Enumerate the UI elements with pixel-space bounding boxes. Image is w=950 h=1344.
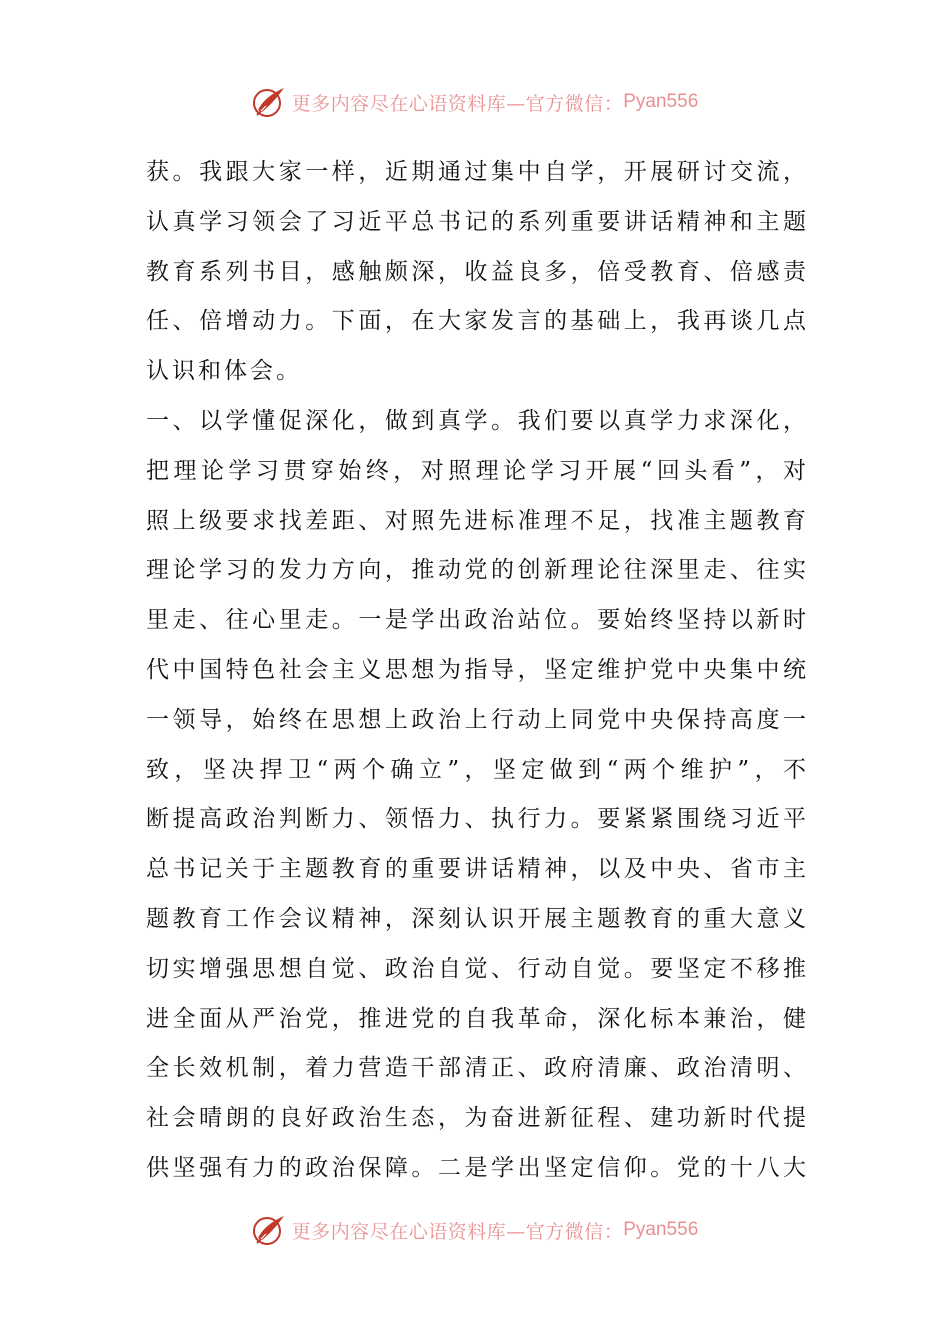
body-line: 断提高政治判断力、领悟力、执行力。要紧紧围绕习近平 [146, 806, 806, 833]
watermark-contact: Pyan556 [623, 1219, 699, 1240]
body-line: 教育系列书目，感触颇深，收益良多，倍受教育、倍感责 [146, 258, 806, 285]
watermark-contact: Pyan556 [623, 91, 699, 112]
body-line: 全长效机制，着力营造干部清正、政府清廉、政治清明、 [146, 1055, 806, 1082]
quill-logo-icon [252, 84, 288, 120]
watermark-banner-top [0, 82, 950, 122]
body-line: 任、倍增动力。下面，在大家发言的基础上，我再谈几点 [146, 308, 806, 335]
body-line: 进全面从严治党，推进党的自我革命，深化标本兼治，健 [146, 1005, 806, 1032]
body-line: 致，坚决捍卫“两个确立”，坚定做到“两个维护”，不 [146, 756, 806, 783]
body-line: 照上级要求找差距、对照先进标准理不足，找准主题教育 [146, 507, 806, 534]
body-line: 总书记关于主题教育的重要讲话精神，以及中央、省市主 [146, 856, 806, 883]
body-line: 一领导，始终在思想上政治上行动上同党中央保持高度一 [146, 706, 806, 733]
body-line: 把理论学习贯穿始终，对照理论学习开展“回头看”，对 [146, 457, 806, 484]
body-line: 理论学习的发力方向，推动党的创新理论往深里走、往实 [146, 557, 806, 584]
watermark-text: 更多内容尽在心语资料库—官方微信： [291, 1220, 624, 1243]
body-line: 代中国特色社会主义思想为指导，坚定维护党中央集中统 [146, 656, 806, 683]
body-line: 获。我跟大家一样，近期通过集中自学，开展研讨交流， [146, 159, 806, 185]
quill-logo-icon [252, 1212, 288, 1248]
body-line: 社会晴朗的良好政治生态，为奋进新征程、建功新时代提 [146, 1105, 806, 1132]
body-line: 里走、往心里走。一是学出政治站位。要始终坚持以新时 [146, 607, 806, 634]
document-body [146, 148, 806, 1194]
body-line: 切实增强思想自觉、政治自觉、行动自觉。要坚定不移推 [146, 955, 806, 982]
body-line: 认识和体会。 [146, 358, 302, 385]
body-line: 认真学习领会了习近平总书记的系列重要讲话精神和主题 [146, 208, 806, 235]
body-line: 一、以学懂促深化，做到真学。我们要以真学力求深化， [146, 407, 806, 434]
body-line: 题教育工作会议精神，深刻认识开展主题教育的重大意义 [146, 905, 806, 932]
body-line: 供坚强有力的政治保障。二是学出坚定信仰。党的十八大 [146, 1154, 806, 1181]
watermark-banner-bottom [0, 1210, 950, 1250]
watermark-text: 更多内容尽在心语资料库—官方微信： [291, 92, 624, 115]
